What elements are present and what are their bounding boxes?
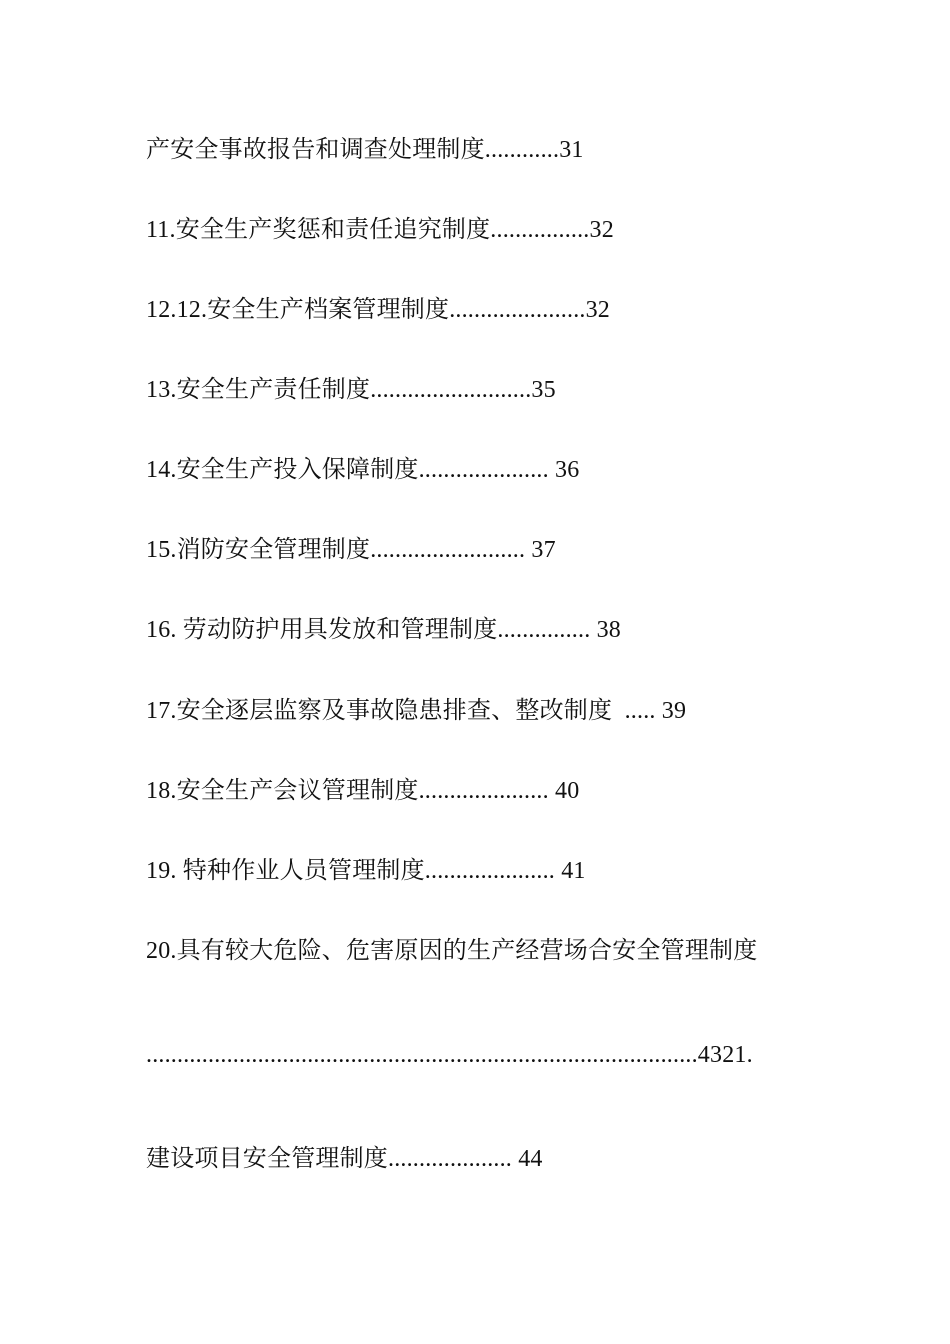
toc-entry-20: 20.具有较大危险、危害原因的生产经营场合安全管理制度 — [146, 938, 758, 964]
toc-entry-14: 14.安全生产投入保障制度..................... 36 — [146, 457, 580, 483]
toc-entry-12: 12.12.安全生产档案管理制度......................32 — [146, 297, 610, 323]
toc-entry-19: 19. 特种作业人员管理制度..................... 41 — [146, 858, 586, 884]
toc-entry-accident-report: 产安全事故报告和调查处理制度............31 — [146, 137, 584, 163]
toc-entry-construction-project: 建设项目安全管理制度.................... 44 — [146, 1146, 543, 1172]
toc-entry-13: 13.安全生产责任制度..........................35 — [146, 377, 556, 403]
toc-entry-11: 11.安全生产奖惩和责任追究制度................32 — [146, 217, 614, 243]
toc-entry-17: 17.安全逐层监察及事故隐患排查、整改制度 ..... 39 — [146, 698, 687, 724]
toc-entry-18: 18.安全生产会议管理制度..................... 40 — [146, 778, 580, 804]
toc-entry-16: 16. 劳动防护用具发放和管理制度............... 38 — [146, 617, 621, 643]
toc-entry-20-page: .........................................................................................4321. — [146, 1042, 753, 1068]
toc-entry-15: 15.消防安全管理制度......................... 37 — [146, 537, 556, 563]
